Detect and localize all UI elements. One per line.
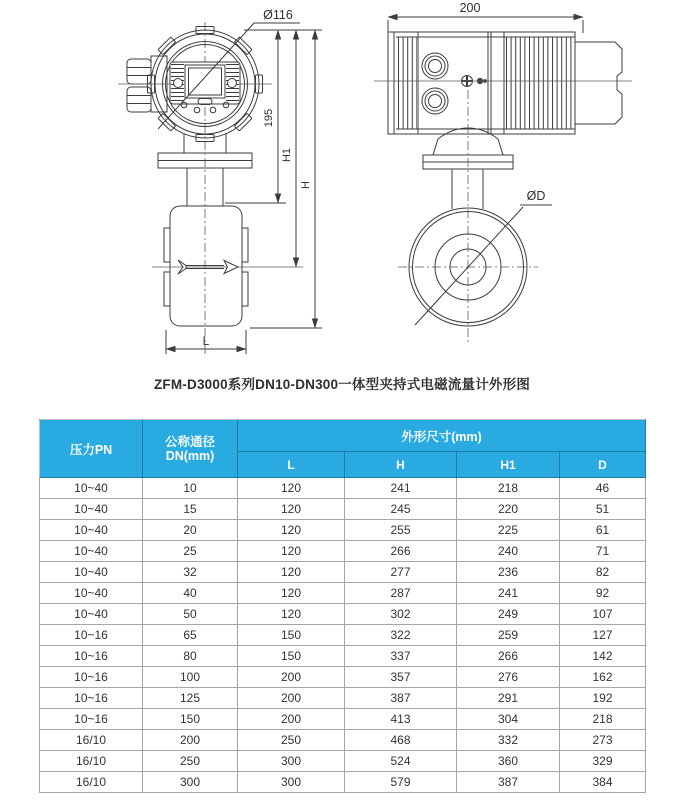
dimension-cell: 225 — [457, 520, 560, 541]
dimension-cell: 10~40 — [40, 520, 143, 541]
drawing-caption: ZFM-D3000系列DN10-DN300一体型夹持式电磁流量计外形图 — [153, 377, 531, 392]
dimension-cell: 46 — [560, 478, 646, 499]
dimension-cell: 384 — [560, 772, 646, 793]
table-row — [40, 499, 646, 520]
dimension-cell: 218 — [457, 478, 560, 499]
dimension-cell: 71 — [560, 541, 646, 562]
dimension-cell: 250 — [143, 751, 238, 772]
dimension-cell: 40 — [143, 583, 238, 604]
dimension-cell: 162 — [560, 667, 646, 688]
dimension-cell: 300 — [238, 772, 345, 793]
dimension-cell: 266 — [345, 541, 457, 562]
dimension-cell: 150 — [238, 625, 345, 646]
dimension-cell: 287 — [345, 583, 457, 604]
dimension-cell: 200 — [238, 667, 345, 688]
dimension-cell: 218 — [560, 709, 646, 730]
col-header-L: L — [238, 452, 345, 478]
dimension-cell: 387 — [345, 688, 457, 709]
dimension-table-body — [40, 478, 646, 793]
dimension-cell: 200 — [143, 730, 238, 751]
front-view — [118, 8, 322, 356]
table-row — [40, 478, 646, 499]
dimension-cell: 61 — [560, 520, 646, 541]
dimension-cell: 92 — [560, 583, 646, 604]
col-header-H1: H1 — [457, 452, 560, 478]
dimension-cell: 80 — [143, 646, 238, 667]
col-header-dn-line2: DN(mm) — [165, 448, 215, 463]
end-cover — [575, 42, 622, 124]
table-row — [40, 667, 646, 688]
dimension-cell: 65 — [143, 625, 238, 646]
dimension-cell: 524 — [345, 751, 457, 772]
dimension-cell: 240 — [457, 541, 560, 562]
dimension-cell: 200 — [238, 709, 345, 730]
dimension-cell: 357 — [345, 667, 457, 688]
dimension-cell: 413 — [345, 709, 457, 730]
dimension-cell: 10~40 — [40, 541, 143, 562]
dimension-cell: 360 — [457, 751, 560, 772]
flowmeter-outline-svg — [0, 0, 684, 362]
col-header-dn-line1: 公称通径 — [164, 434, 215, 449]
dimension-cell: 291 — [457, 688, 560, 709]
side-cable-glands — [422, 53, 448, 114]
dimension-cell: 10~40 — [40, 499, 143, 520]
dimension-cell: 10~40 — [40, 604, 143, 625]
side-view — [374, 1, 632, 344]
dim-label-H: H — [300, 181, 312, 189]
dim-label-195: 195 — [263, 108, 275, 128]
dimension-cell: 120 — [238, 478, 345, 499]
dimension-cell: 259 — [457, 625, 560, 646]
dimension-cell: 241 — [457, 583, 560, 604]
dimension-cell: 220 — [457, 499, 560, 520]
dimension-cell: 142 — [560, 646, 646, 667]
col-header-dn — [143, 420, 238, 478]
dimension-cell: 276 — [457, 667, 560, 688]
dimension-cell: 150 — [238, 646, 345, 667]
dimension-cell: 16/10 — [40, 730, 143, 751]
table-row — [40, 604, 646, 625]
dimension-cell: 51 — [560, 499, 646, 520]
dimension-cell: 82 — [560, 562, 646, 583]
dimension-cell: 20 — [143, 520, 238, 541]
dimension-cell: 329 — [560, 751, 646, 772]
dimension-cell: 10~40 — [40, 562, 143, 583]
dim-label-flange-diameter: ØD — [526, 189, 546, 203]
table-row — [40, 625, 646, 646]
dimension-cell: 241 — [345, 478, 457, 499]
dimension-cell: 387 — [457, 772, 560, 793]
dimension-table-header — [40, 420, 646, 478]
dimension-cell: 249 — [457, 604, 560, 625]
dimension-cell: 10~16 — [40, 709, 143, 730]
dimension-cell: 10~40 — [40, 478, 143, 499]
col-header-H: H — [345, 452, 457, 478]
dimension-table — [39, 419, 646, 793]
dimension-cell: 200 — [238, 688, 345, 709]
col-header-dims-group: 外形尺寸(mm) — [238, 420, 646, 452]
dimension-cell: 250 — [238, 730, 345, 751]
dimension-cell: 120 — [238, 562, 345, 583]
dimension-cell: 10~16 — [40, 646, 143, 667]
dimension-cell: 50 — [143, 604, 238, 625]
dim-label-200: 200 — [459, 1, 481, 15]
table-row — [40, 646, 646, 667]
dimension-cell: 10~40 — [40, 583, 143, 604]
table-row — [40, 520, 646, 541]
col-header-D: D — [560, 452, 646, 478]
table-row — [40, 688, 646, 709]
dimension-cell: 579 — [345, 772, 457, 793]
dimension-cell: 125 — [143, 688, 238, 709]
dimension-cell: 10 — [143, 478, 238, 499]
dimension-cell: 300 — [238, 751, 345, 772]
dimension-cell: 255 — [345, 520, 457, 541]
table-row — [40, 541, 646, 562]
dimension-cell: 266 — [457, 646, 560, 667]
dimension-cell: 300 — [143, 772, 238, 793]
dimension-cell: 236 — [457, 562, 560, 583]
dimension-cell: 10~16 — [40, 667, 143, 688]
table-row — [40, 772, 646, 793]
dimension-cell: 120 — [238, 604, 345, 625]
dimension-cell: 332 — [457, 730, 560, 751]
dimension-cell: 10~16 — [40, 625, 143, 646]
dimension-cell: 192 — [560, 688, 646, 709]
dimension-cell: 120 — [238, 583, 345, 604]
dimension-cell: 16/10 — [40, 772, 143, 793]
display-module — [170, 62, 240, 104]
dimension-cell: 10~16 — [40, 688, 143, 709]
table-row — [40, 562, 646, 583]
dimension-cell: 304 — [457, 709, 560, 730]
table-row — [40, 583, 646, 604]
dimension-cell: 468 — [345, 730, 457, 751]
dimension-cell: 302 — [345, 604, 457, 625]
dimension-cell: 120 — [238, 520, 345, 541]
table-row — [40, 709, 646, 730]
dimension-cell: 32 — [143, 562, 238, 583]
dimension-cell: 337 — [345, 646, 457, 667]
dimension-cell: 273 — [560, 730, 646, 751]
dim-label-L: L — [202, 334, 210, 348]
dimension-cell: 15 — [143, 499, 238, 520]
table-row — [40, 730, 646, 751]
dimension-cell: 100 — [143, 667, 238, 688]
dim-label-H1: H1 — [281, 147, 293, 163]
dimension-cell: 107 — [560, 604, 646, 625]
table-row — [40, 751, 646, 772]
dimension-cell: 120 — [238, 541, 345, 562]
dimension-cell: 127 — [560, 625, 646, 646]
col-header-pressure: 压力PN — [40, 420, 143, 478]
dimension-cell: 150 — [143, 709, 238, 730]
dimension-cell: 120 — [238, 499, 345, 520]
dimension-cell: 277 — [345, 562, 457, 583]
dim-label-diameter116: Ø116 — [263, 8, 293, 22]
dimension-cell: 16/10 — [40, 751, 143, 772]
dimension-cell: 322 — [345, 625, 457, 646]
outline-drawing — [0, 0, 684, 362]
dimension-cell: 25 — [143, 541, 238, 562]
dimension-cell: 245 — [345, 499, 457, 520]
